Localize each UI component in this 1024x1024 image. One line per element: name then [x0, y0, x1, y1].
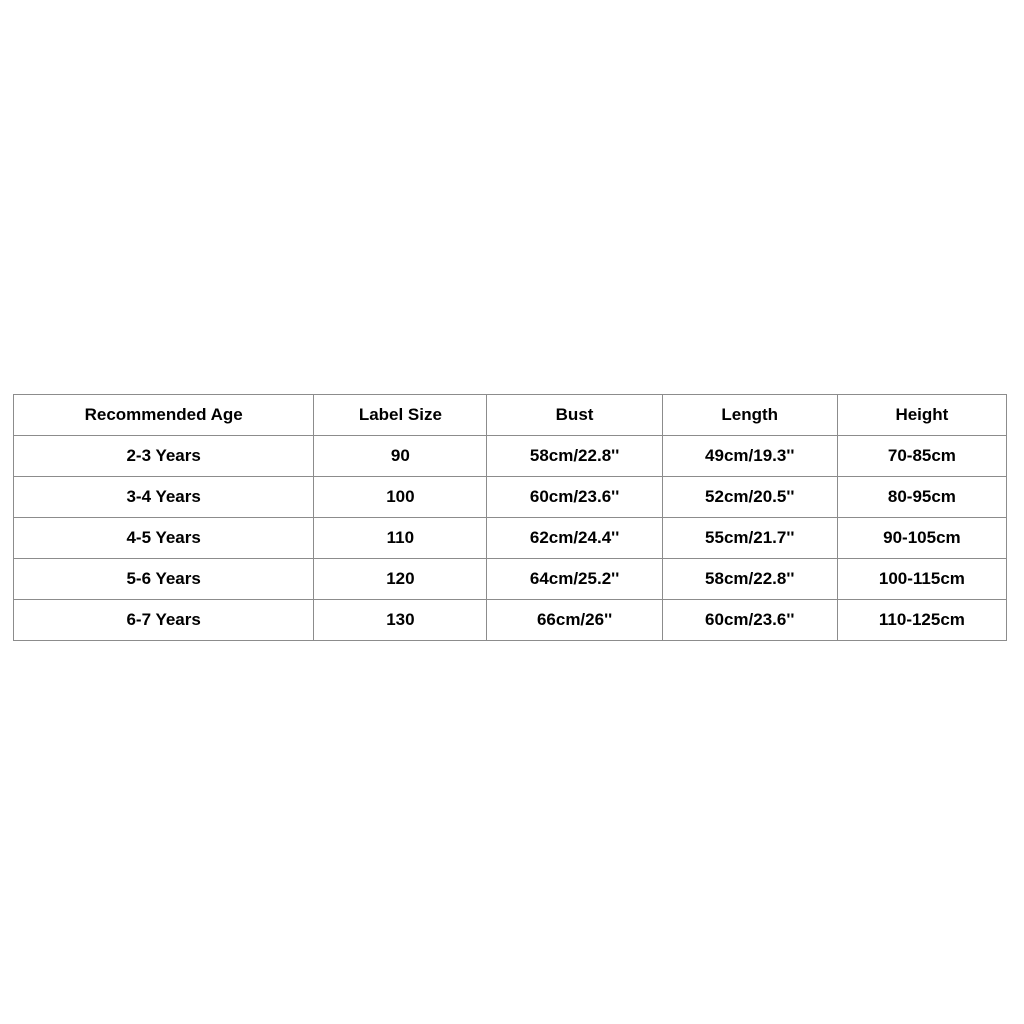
table-row [14, 559, 1007, 600]
cell-length: 49cm/19.3'' [662, 436, 837, 477]
cell-age: 6-7 Years [14, 600, 314, 641]
cell-length: 52cm/20.5'' [662, 477, 837, 518]
cell-label-size: 120 [314, 559, 487, 600]
cell-label-size: 100 [314, 477, 487, 518]
cell-length: 60cm/23.6'' [662, 600, 837, 641]
cell-length: 55cm/21.7'' [662, 518, 837, 559]
table-row [14, 477, 1007, 518]
cell-bust: 66cm/26'' [487, 600, 662, 641]
cell-age: 3-4 Years [14, 477, 314, 518]
header-label-size: Label Size [314, 395, 487, 436]
table-row [14, 518, 1007, 559]
cell-bust: 64cm/25.2'' [487, 559, 662, 600]
cell-height: 100-115cm [837, 559, 1006, 600]
cell-label-size: 90 [314, 436, 487, 477]
header-recommended-age: Recommended Age [14, 395, 314, 436]
header-bust: Bust [487, 395, 662, 436]
table-row [14, 436, 1007, 477]
cell-bust: 60cm/23.6'' [487, 477, 662, 518]
header-length: Length [662, 395, 837, 436]
table-row [14, 600, 1007, 641]
cell-label-size: 130 [314, 600, 487, 641]
cell-height: 90-105cm [837, 518, 1006, 559]
table-header-row [14, 395, 1007, 436]
size-chart-table [13, 394, 1007, 641]
cell-age: 2-3 Years [14, 436, 314, 477]
cell-bust: 58cm/22.8'' [487, 436, 662, 477]
cell-height: 80-95cm [837, 477, 1006, 518]
cell-age: 5-6 Years [14, 559, 314, 600]
cell-length: 58cm/22.8'' [662, 559, 837, 600]
cell-height: 110-125cm [837, 600, 1006, 641]
cell-age: 4-5 Years [14, 518, 314, 559]
cell-height: 70-85cm [837, 436, 1006, 477]
cell-label-size: 110 [314, 518, 487, 559]
cell-bust: 62cm/24.4'' [487, 518, 662, 559]
header-height: Height [837, 395, 1006, 436]
